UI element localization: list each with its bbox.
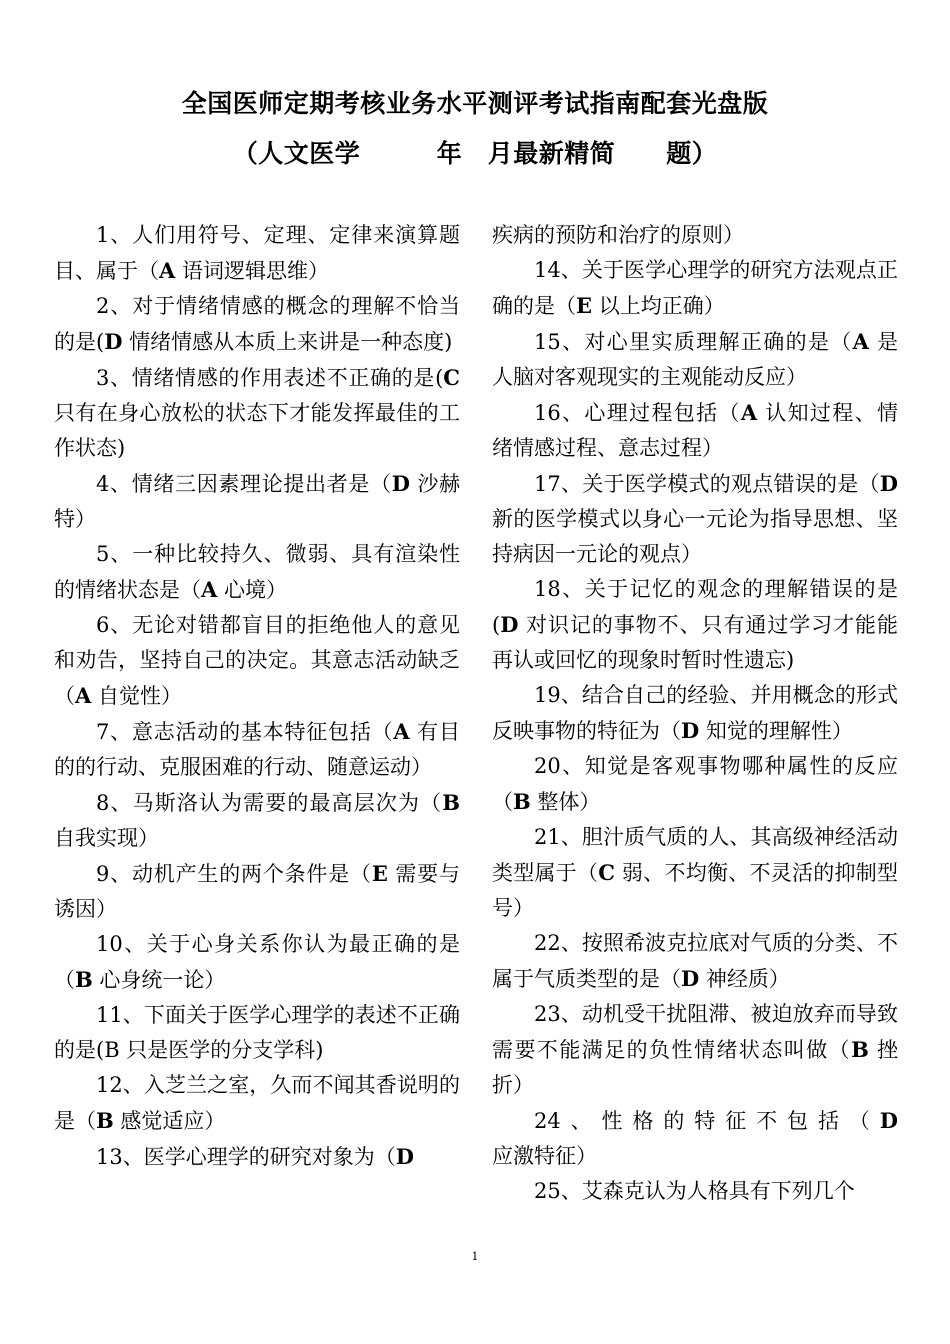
answer-letter: D [500, 612, 519, 637]
answer-text: 沙赫特） [54, 472, 460, 531]
question-item [54, 785, 460, 856]
answer-letter: D [395, 1144, 414, 1169]
question-item [492, 1174, 898, 1209]
question-item [54, 218, 460, 289]
page-number: 1 [471, 1250, 479, 1263]
answer-text: 知觉的理解性） [699, 719, 853, 743]
answer-text: 以上均正确） [592, 294, 725, 318]
left-column [54, 218, 460, 1175]
question-item [492, 218, 898, 253]
question-item [54, 1139, 460, 1175]
answer-text: 需要与诱因） [54, 862, 460, 921]
question-text: 16、心理过程包括（ [534, 401, 741, 425]
answer-letter: D [879, 1108, 898, 1133]
question-text: 2、对于情绪情感的概念的理解不恰当的是( [54, 294, 460, 354]
answer-letter: B [513, 789, 531, 814]
question-item [492, 324, 898, 395]
answer-letter: A [740, 400, 758, 425]
question-item [492, 253, 898, 324]
question-text: 13、医学心理学的研究对象为（ [96, 1145, 396, 1169]
answer-text: 认知过程、情绪情感过程、意志过程） [492, 401, 898, 460]
question-text: 14、关于医学心理学的研究方法观点正确的是（ [492, 258, 898, 318]
right-column [492, 218, 898, 1209]
question-continuation: 疾病的预防和治疗的原则） [492, 223, 744, 247]
question-text: 8、马斯洛认为需要的最高层次为（ [96, 791, 443, 815]
answer-text: 语词逻辑思维） [175, 259, 329, 283]
question-text: 24、性格的特征不包括（ [534, 1109, 880, 1133]
question-item [54, 289, 460, 360]
question-item [54, 608, 460, 714]
answer-text: 弱、不均衡、不灵活的抑制型号） [492, 861, 898, 920]
answer-text: 神经质） [699, 967, 790, 991]
question-item [54, 856, 460, 927]
answer-letter: A [75, 683, 92, 708]
document-subtitle: （人文医学 年 月最新精简 题） [232, 139, 718, 168]
question-text: 1、人们用符号、定理、定律来演算题目、属于（ [54, 223, 460, 283]
answer-letter: B [442, 790, 460, 815]
question-item [54, 537, 460, 608]
answer-letter: D [681, 718, 700, 743]
answer-text: 感觉适应） [113, 1109, 226, 1133]
question-text: 21、胆汁质气质的人、其高级神经活动类型属于（ [492, 825, 898, 885]
answer-letter: C [598, 860, 615, 885]
question-text: 23、动机受干扰阻滞、被迫放弃而导致需要不能满足的负性情绪状态叫做（ [492, 1002, 898, 1062]
answer-letter: A [159, 258, 176, 283]
answer-letter: E [371, 861, 388, 886]
question-item [492, 997, 898, 1103]
answer-letter: A [393, 719, 410, 744]
answer-text: 心境） [217, 578, 287, 602]
answer-letter: D [879, 471, 898, 496]
question-item [54, 998, 460, 1068]
answer-text: 情绪情感从本质上来讲是一种态度) [122, 330, 453, 354]
answer-text: 只有在身心放松的状态下才能发挥最佳的工作状态) [54, 401, 460, 460]
answer-text: 新的医学模式以身心一元论为指导思想、坚持病因一元论的观点） [492, 507, 898, 566]
answer-letter: D [681, 966, 700, 991]
question-text: 20、知觉是客观事物哪种属性的反应（ [492, 754, 898, 814]
question-text: 22、按照希波克拉底对气质的分类、不属于气质类型的是（ [492, 931, 898, 991]
question-item [54, 1068, 460, 1139]
answer-text: 自觉性） [91, 684, 182, 708]
question-text: 9、动机产生的两个条件是（ [96, 862, 372, 886]
question-item [492, 820, 898, 926]
answer-letter: E [576, 293, 593, 318]
question-item [54, 360, 460, 466]
question-text: 10、关于心身关系你认为最正确的是（ [54, 932, 460, 992]
question-text: 3、情绪情感的作用表述不正确的是( [96, 366, 444, 390]
document-title: 全国医师定期考核业务水平测评考试指南配套光盘版 [181, 89, 769, 118]
question-item [492, 678, 898, 749]
answer-text: 有目的的行动、克服困难的行动、随意运动） [54, 720, 460, 779]
answer-text: 是人脑对客观现实的主观能动反应） [492, 330, 898, 389]
answer-text: 挫折） [492, 1038, 898, 1097]
question-item [492, 749, 898, 820]
answer-letter: B [75, 967, 93, 992]
answer-text: 心身统一论） [92, 968, 226, 992]
answer-letter: D [391, 471, 410, 496]
question-text: 15、对心里实质理解正确的是（ [534, 330, 853, 354]
question-text: 6、无论对错都盲目的拒绝他人的意见和劝告，坚持自己的决定。其意志活动缺乏（ [54, 613, 460, 708]
question-text: 4、情绪三因素理论提出者是（ [96, 472, 392, 496]
question-text: 12、入芝兰之室，久而不闻其香说明的是（ [54, 1073, 460, 1133]
question-item [54, 466, 460, 537]
question-item [492, 1103, 898, 1174]
question-item [492, 926, 898, 997]
question-text: 25、艾森克认为人格具有下列几个 [534, 1179, 855, 1203]
question-item [492, 466, 898, 572]
question-text: 5、一种比较持久、微弱、具有渲染性的情绪状态是（ [54, 542, 460, 602]
question-item [54, 714, 460, 785]
answer-letter: D [104, 329, 123, 354]
answer-letter: C [443, 365, 460, 390]
answer-text: 应激特征） [492, 1144, 597, 1168]
answer-letter: A [852, 329, 869, 354]
answer-text: 整体） [530, 790, 601, 814]
question-text: 18、关于记忆的观念的理解错误的是( [492, 577, 898, 637]
question-item [54, 927, 460, 998]
question-text: 17、关于医学模式的观点错误的是（ [534, 472, 880, 496]
question-text: 19、结合自己的经验、并用概念的形式反映事物的特征为（ [492, 683, 898, 743]
answer-letter: B [96, 1108, 114, 1133]
answer-text: 对识记的事物不、只有通过学习才能能再认或回忆的现象时暂时性遗忘) [492, 613, 898, 672]
answer-text: 自我实现） [54, 826, 159, 850]
question-item [492, 572, 898, 678]
question-text: 7、意志活动的基本特征包括（ [96, 720, 394, 744]
answer-letter: A [201, 577, 218, 602]
answer-letter: B [851, 1037, 869, 1062]
question-item [492, 395, 898, 466]
question-text: 11、下面关于医学心理学的表述不正确的是(B 只是医学的分支学科) [54, 1003, 460, 1062]
